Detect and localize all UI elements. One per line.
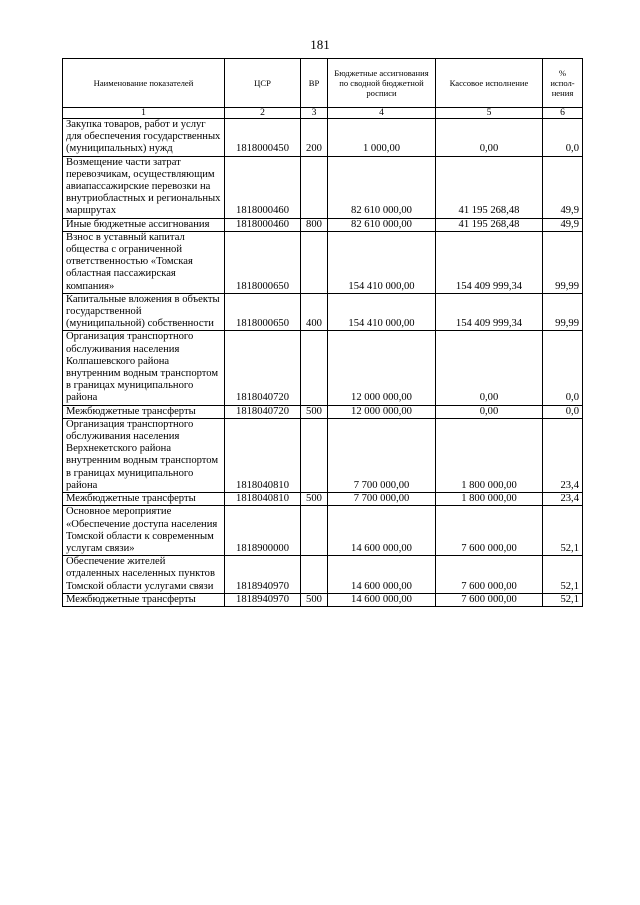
column-header-name: Наименование показателей (63, 59, 225, 108)
row-name: Капитальные вложения в объекты государственной (муниципальной) собственности (63, 293, 225, 331)
row-cash: 7 600 000,00 (436, 593, 543, 606)
row-csr: 1818940970 (225, 593, 301, 606)
row-vr: 400 (301, 293, 328, 331)
row-name: Основное мероприятие «Обеспечение доступа населения Томской области к современным услугам связи» (63, 506, 225, 556)
row-percent: 0,0 (543, 405, 583, 418)
row-name: Межбюджетные трансферты (63, 593, 225, 606)
row-csr: 1818040810 (225, 418, 301, 492)
row-percent: 99,99 (543, 231, 583, 293)
row-cash: 154 409 999,34 (436, 231, 543, 293)
row-vr (301, 506, 328, 556)
row-cash: 1 800 000,00 (436, 493, 543, 506)
row-name: Закупка товаров, работ и услуг для обеспечения государственных (муниципальных) нужд (63, 119, 225, 157)
row-budget: 154 410 000,00 (328, 293, 436, 331)
table-row (63, 506, 583, 556)
table-row (63, 218, 583, 231)
column-header-vr: ВР (301, 59, 328, 108)
column-number: 5 (436, 108, 543, 119)
row-csr: 1818040810 (225, 493, 301, 506)
row-cash: 0,00 (436, 405, 543, 418)
row-percent: 52,1 (543, 556, 583, 594)
table-row (63, 119, 583, 157)
row-name: Организация транспортного обслуживания населения Верхнекетского района внутренним водным транспортом в границах муниципального района (63, 418, 225, 492)
row-percent: 23,4 (543, 493, 583, 506)
row-csr: 1818900000 (225, 506, 301, 556)
column-number: 4 (328, 108, 436, 119)
row-budget: 82 610 000,00 (328, 156, 436, 218)
row-csr: 1818000460 (225, 156, 301, 218)
column-header-budget: Бюджетные ассигнования по сводной бюджетной росписи (328, 59, 436, 108)
row-csr: 1818940970 (225, 556, 301, 594)
row-budget: 14 600 000,00 (328, 593, 436, 606)
header-row (63, 59, 583, 108)
row-budget: 12 000 000,00 (328, 331, 436, 405)
row-budget: 1 000,00 (328, 119, 436, 157)
table-row (63, 231, 583, 293)
table-row (63, 293, 583, 331)
column-number: 6 (543, 108, 583, 119)
column-number: 1 (63, 108, 225, 119)
row-budget: 154 410 000,00 (328, 231, 436, 293)
table-row (63, 331, 583, 405)
row-csr: 1818000460 (225, 218, 301, 231)
row-vr: 200 (301, 119, 328, 157)
column-number-row (63, 108, 583, 119)
table-row (63, 593, 583, 606)
row-name: Межбюджетные трансферты (63, 405, 225, 418)
row-csr: 1818000650 (225, 293, 301, 331)
row-budget: 12 000 000,00 (328, 405, 436, 418)
row-name: Взнос в уставный капитал общества с ограниченной ответственностью «Томская областная пассажирская компания» (63, 231, 225, 293)
row-cash: 7 600 000,00 (436, 506, 543, 556)
row-name: Межбюджетные трансферты (63, 493, 225, 506)
row-cash: 0,00 (436, 331, 543, 405)
row-csr: 1818000650 (225, 231, 301, 293)
row-cash: 41 195 268,48 (436, 218, 543, 231)
table-row (63, 556, 583, 594)
page-number: 181 (310, 37, 330, 52)
row-budget: 82 610 000,00 (328, 218, 436, 231)
table-row (63, 493, 583, 506)
row-vr: 500 (301, 405, 328, 418)
row-csr: 1818000450 (225, 119, 301, 157)
row-budget: 7 700 000,00 (328, 493, 436, 506)
row-vr: 800 (301, 218, 328, 231)
row-name: Обеспечение жителей отдаленных населенных пунктов Томской области услугами связи (63, 556, 225, 594)
table-row (63, 156, 583, 218)
table-row (63, 405, 583, 418)
row-budget: 14 600 000,00 (328, 556, 436, 594)
row-vr: 500 (301, 493, 328, 506)
column-header-cash: Кассовое исполнение (436, 59, 543, 108)
row-name: Иные бюджетные ассигнования (63, 218, 225, 231)
table-body (63, 119, 583, 607)
row-name: Возмещение части затрат перевозчикам, осуществляющим авиапассажирские перевозки на внутриобластных и региональных маршрутах (63, 156, 225, 218)
table-row (63, 418, 583, 492)
row-csr: 1818040720 (225, 331, 301, 405)
column-header-csr: ЦСР (225, 59, 301, 108)
row-vr (301, 418, 328, 492)
row-csr: 1818040720 (225, 405, 301, 418)
row-percent: 49,9 (543, 218, 583, 231)
row-cash: 0,00 (436, 119, 543, 157)
row-vr: 500 (301, 593, 328, 606)
row-vr (301, 556, 328, 594)
row-budget: 14 600 000,00 (328, 506, 436, 556)
row-cash: 154 409 999,34 (436, 293, 543, 331)
row-cash: 41 195 268,48 (436, 156, 543, 218)
row-percent: 0,0 (543, 331, 583, 405)
row-percent: 49,9 (543, 156, 583, 218)
row-cash: 1 800 000,00 (436, 418, 543, 492)
row-percent: 52,1 (543, 593, 583, 606)
row-percent: 23,4 (543, 418, 583, 492)
row-name: Организация транспортного обслуживания населения Колпашевского района внутренним водным транспортом в границах муниципального района (63, 331, 225, 405)
row-vr (301, 231, 328, 293)
column-number: 3 (301, 108, 328, 119)
row-budget: 7 700 000,00 (328, 418, 436, 492)
row-cash: 7 600 000,00 (436, 556, 543, 594)
budget-execution-table (62, 58, 583, 607)
row-percent: 0,0 (543, 119, 583, 157)
row-percent: 52,1 (543, 506, 583, 556)
row-percent: 99,99 (543, 293, 583, 331)
column-number: 2 (225, 108, 301, 119)
row-vr (301, 331, 328, 405)
column-header-percent: % испол-нения (543, 59, 583, 108)
row-vr (301, 156, 328, 218)
